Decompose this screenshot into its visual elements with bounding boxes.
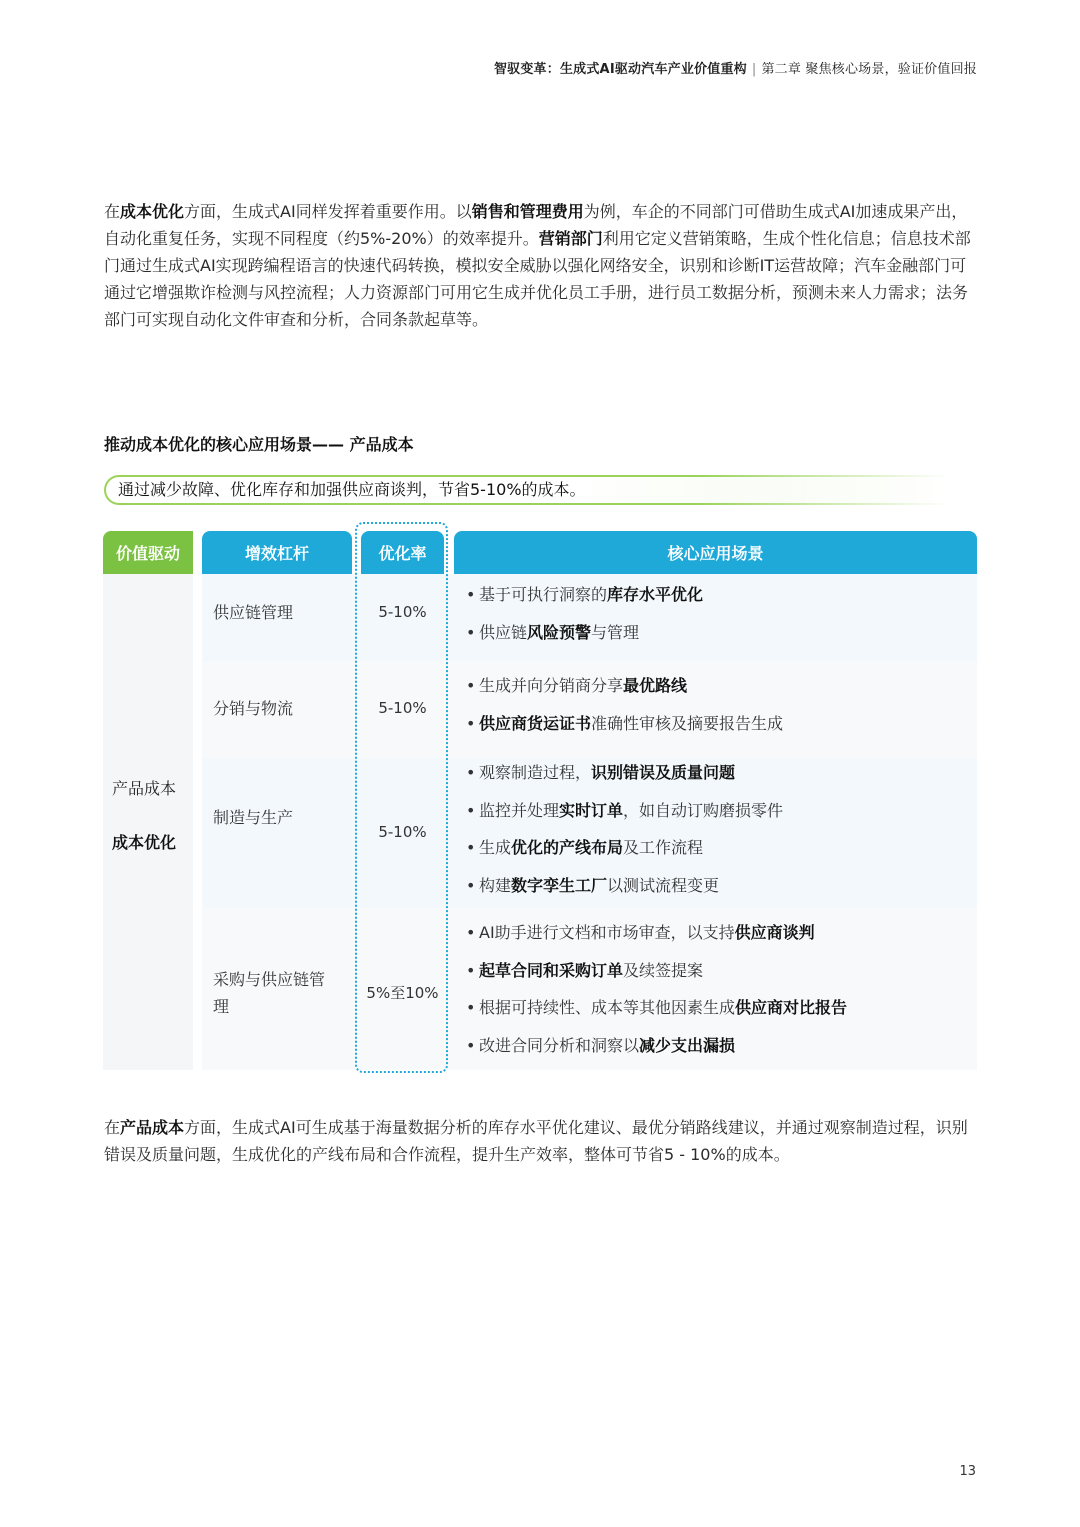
body-text: 生成并向分销商分享 [479,676,624,695]
bullet-icon: • [466,676,476,695]
scenario-item [466,761,966,799]
page-header [494,58,977,77]
scenario-item [466,836,966,874]
bullet-icon: • [466,998,476,1017]
bullet-icon: • [466,923,476,942]
scenario-list [466,921,966,1071]
bullet-icon: • [466,875,476,895]
body-text: 为例，车企的不同部门可借助生成式AI加速成果产出，自动化重复任务，实现不同程度（约5%-20%）的效率提升。 [104,202,968,248]
body-text: 根据可持续性、成本等其他因素生成 [479,998,736,1017]
emphasis-text: 风险预警 [527,622,592,642]
bullet-icon: • [466,585,476,604]
scenario-list [466,674,966,749]
product-cost-paragraph [104,1114,976,1168]
lever-cell: 采购与供应链管理 [213,970,326,1016]
rate-cell: 5-10% [378,823,427,841]
scenario-item [466,996,966,1034]
body-text: 以测试流程变更 [607,875,720,895]
scenario-item [466,799,966,837]
scenario-list [466,761,966,911]
body-text: 在 [104,1118,121,1137]
emphasis-text: 销售和管理费用 [471,202,584,221]
scenario-item [466,583,966,621]
emphasis-text: 供应商谈判 [734,923,815,942]
body-text: 构建 [479,875,512,895]
scenario-list [466,583,966,658]
scenario-item [466,874,966,912]
emphasis-text: 起草合同和采购订单 [479,960,624,980]
report-title: 智驭变革：生成式AI驱动汽车产业价值重构 [493,62,747,77]
body-text: 观察制造过程， [479,763,592,782]
rate-cell: 5-10% [378,603,427,621]
scenario-item [466,674,966,712]
rate-cell: 5-10% [378,699,427,717]
lever-cell: 分销与物流 [213,699,294,718]
value-driver-goal: 成本优化 [112,833,177,852]
page-number: 13 [959,1464,976,1479]
emphasis-text: 供应商对比报告 [735,998,848,1017]
emphasis-text: 供应商货运证书 [479,713,592,733]
intro-paragraph [104,198,976,333]
body-text: 与管理 [591,622,640,642]
emphasis-text: 优化的产线布局 [511,838,624,857]
header-separator: | [751,62,757,77]
body-text: 方面，生成式AI可生成基于海量数据分析的库存水平优化建议、最优分销路线建议，并通过观察制造过程，识别错误及质量问题，生成优化的产线布局和合作流程，提升生产效率，整体可节省5 - 10%的成本。 [104,1118,968,1164]
emphasis-text: 减少支出漏损 [639,1035,736,1055]
body-text: 及工作流程 [623,838,704,857]
body-text: 基于可执行洞察的 [479,585,608,604]
body-text: 利用它定义营销策略，生成个性化信息；信息技术部门通过生成式AI实现跨编程语言的快速代码转换，模拟安全威胁以强化网络安全，识别和诊断IT运营故障；汽车金融部门可通过它增强欺诈检测与风控流程；人力资源部门可用它生成并优化员工手册，进行员工数据分析，预测未来人力需求；法务部门可实现自动化文件审查和分析，合同条款起草等。 [104,229,971,329]
bullet-icon: • [466,960,476,980]
bullet-icon: • [466,763,476,782]
body-text: 方面，生成式AI同样发挥着重要作用。以 [184,202,472,221]
emphasis-text: 识别错误及质量问题 [591,763,736,782]
emphasis-text: 最优路线 [623,676,688,695]
value-driver-cell [103,574,193,1070]
scenario-item [466,621,966,659]
lever-cell: 供应链管理 [213,603,294,622]
chapter-title: 第二章 聚焦核心场景，验证价值回报 [761,62,977,77]
bullet-icon: • [466,713,476,733]
emphasis-text: 产品成本 [120,1118,185,1137]
body-text: AI助手进行文档和市场审查，以支持 [479,923,735,942]
bullet-icon: • [466,800,476,820]
body-text: 在 [104,202,121,221]
body-text: 生成 [479,838,512,857]
lever-cell: 制造与生产 [213,808,294,827]
bullet-icon: • [466,622,476,642]
value-driver-category: 产品成本 [112,779,177,798]
emphasis-text: 成本优化 [120,202,185,221]
bullet-icon: • [466,1035,476,1055]
scenario-item [466,959,966,997]
scenario-item [466,1034,966,1072]
section-title: 推动成本优化的核心应用场景—— 产品成本 [104,435,414,454]
emphasis-text: 营销部门 [538,229,603,248]
body-text: 准确性审核及摘要报告生成 [591,713,784,733]
emphasis-text: 库存水平优化 [607,585,704,604]
scenario-item [466,921,966,959]
rate-cell: 5%至10% [366,984,439,1002]
header-value-driver: 价值驱动 [103,531,193,574]
bullet-icon: • [466,838,476,857]
emphasis-text: 实时订单 [559,800,624,820]
header-core-scenarios: 核心应用场景 [454,531,977,574]
header-optimization-rate: 优化率 [361,531,444,574]
body-text: 改进合同分析和洞察以 [479,1035,640,1055]
emphasis-text: 数字孪生工厂 [511,875,608,895]
body-text: 及续签提案 [623,960,704,980]
body-text: 供应链 [479,622,528,642]
scenario-item [466,712,966,750]
body-text: ，如自动订购磨损零件 [623,800,784,820]
summary-callout: 通过减少故障、优化库存和加强供应商谈判，节省5-10%的成本。 [104,475,944,505]
body-text: 监控并处理 [479,800,560,820]
header-efficiency-lever: 增效杠杆 [202,531,352,574]
